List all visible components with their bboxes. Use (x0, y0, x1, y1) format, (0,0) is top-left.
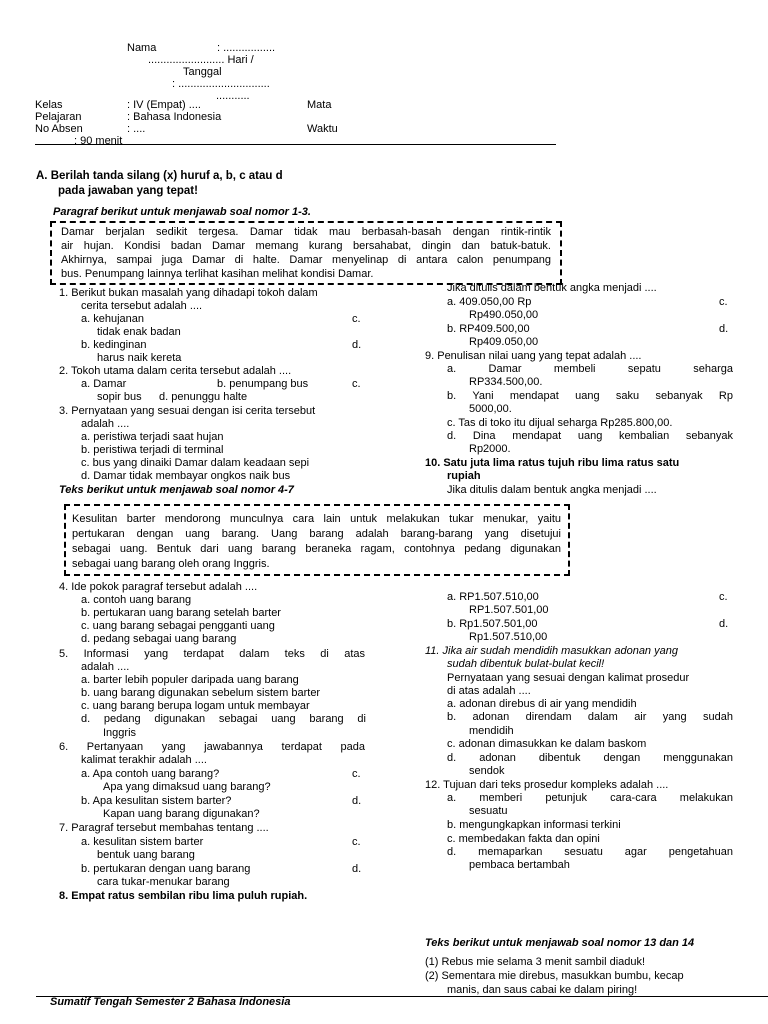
q2-stem: 2. Tokoh utama dalam cerita tersebut adalah .... (59, 365, 292, 377)
q12-option-d-cont: pembaca bertambah (469, 859, 570, 871)
q11-stem: 11. Jika air sudah mendidih masukkan adonan yang (425, 645, 678, 657)
q8-option-d[interactable]: d. (719, 323, 729, 335)
q1-stem: 1. Berikut bukan masalah yang dihadapi tokoh dalam (59, 287, 318, 299)
q7-stem: 7. Paragraf tersebut membahas tentang .... (59, 822, 269, 834)
absen-value: : .... (127, 123, 146, 135)
tanggal-dots: : .............................. (172, 78, 270, 90)
paragraph2-box (64, 504, 570, 576)
q1-option-d-text: harus naik kereta (97, 352, 182, 364)
q10-option-b[interactable]: b. Rp1.507.501,00 (447, 618, 538, 630)
q2-option-c-text: sopir bus (97, 391, 142, 403)
paragraph1-line: Damar berjalan sedikit tergesa. Damar tidak mau berbasah-basah dengan rintik-rintik (61, 226, 551, 238)
q10-stem-3: Jika ditulis dalam bentuk angka menjadi .... (447, 484, 657, 496)
q5-stem: 5. Informasi yang terdapat dalam teks di atas (59, 648, 365, 660)
q10-stem: 10. Satu juta lima ratus tujuh ribu lima ratus satu (425, 457, 680, 469)
q6-option-d-text: Kapan uang barang digunakan? (103, 808, 260, 820)
paragraph2-line: sebagai uang barang oleh orang Inggris. (72, 558, 270, 570)
header-rule (35, 144, 556, 145)
kelas-value: : IV (Empat) .... (127, 99, 201, 111)
q1-option-b[interactable]: b. kedinginan (81, 339, 147, 351)
q9-option-a[interactable]: a. Damar membeli sepatu seharga (447, 363, 733, 375)
q8-option-c[interactable]: c. (719, 296, 728, 308)
q4-option-d[interactable]: d. pedang sebagai uang barang (81, 633, 237, 645)
q8-stem: 8. Empat ratus sembilan ribu lima puluh rupiah. (59, 890, 308, 902)
q3-option-a[interactable]: a. peristiwa terjadi saat hujan (81, 431, 224, 443)
paragraph2-line: sebagai uang. Bentuk dari uang barang beraneka ragam, contohnya pedang digunakan (72, 543, 561, 555)
paragraph2-line: Kesulitan barter mendorong munculnya cara lain untuk melakukan tukar menukar, yaitu (72, 513, 561, 525)
q6-option-b[interactable]: b. Apa kesulitan sistem barter? (81, 795, 232, 807)
q9-stem: 9. Penulisan nilai uang yang tepat adalah .... (425, 350, 642, 362)
q1-option-a[interactable]: a. kehujanan (81, 313, 144, 325)
q5-option-a[interactable]: a. barter lebih populer daripada uang barang (81, 674, 299, 686)
q9-option-d[interactable]: d. Dina mendapat uang kembalian sebanyak (447, 430, 733, 442)
q12-option-c[interactable]: c. membedakan fakta dan opini (447, 833, 600, 845)
absen-label: No Absen (35, 123, 83, 135)
q8-option-d-text: Rp409.050,00 (469, 336, 539, 348)
q7-option-c[interactable]: c. (352, 836, 361, 848)
q10-option-c[interactable]: c. (719, 591, 728, 603)
q1-option-c-text: tidak enak badan (97, 326, 181, 338)
q4-option-c[interactable]: c. uang barang sebagai pengganti uang (81, 620, 275, 632)
q5-stem-2: adalah .... (81, 661, 130, 673)
q10-option-d[interactable]: d. (719, 618, 729, 630)
tanggal-dots-2: ........... (216, 90, 250, 102)
pelajaran-label: Pelajaran (35, 111, 82, 123)
mata-label: Mata (307, 99, 332, 111)
q12-option-b[interactable]: b. mengungkapkan informasi terkini (447, 819, 621, 831)
q9-option-b-cont: 5000,00. (469, 403, 512, 415)
q10-option-a[interactable]: a. RP1.507.510,00 (447, 591, 539, 603)
q10-option-c-text: RP1.507.501,00 (469, 604, 549, 616)
q5-option-c[interactable]: c. uang barang berupa logam untuk membayar (81, 700, 310, 712)
q11-option-d[interactable]: d. adonan dibentuk dengan menggunakan (447, 752, 733, 764)
paragraph1-line: bus. Penumpang lainnya terlihat kasihan melihat kondisi Damar. (61, 268, 374, 280)
kelas-label: Kelas (35, 99, 63, 111)
q6-option-a[interactable]: a. Apa contoh uang barang? (81, 768, 220, 780)
q2-option-b[interactable]: b. penumpang bus (217, 378, 309, 390)
q1-option-d[interactable]: d. (352, 339, 362, 351)
q12-option-d[interactable]: d. memaparkan sesuatu agar pengetahuan (447, 846, 733, 858)
q4-option-b[interactable]: b. pertukaran uang barang setelah barter (81, 607, 281, 619)
q12-option-a[interactable]: a. memberi petunjuk cara-cara melakukan (447, 792, 733, 804)
step-2: (2) Sementara mie direbus, masukkan bumbu, kecap (425, 970, 684, 982)
step-1: (1) Rebus mie selama 3 menit sambil diaduk! (425, 956, 646, 968)
paragraph1-box (50, 221, 562, 285)
section-a-line2: pada jawaban yang tepat! (58, 185, 198, 197)
q5-option-d[interactable]: d. pedang digunakan sebagai uang barang di (81, 713, 366, 725)
q5-option-d-cont: Inggris (103, 727, 137, 739)
paragraph1-line: air hujan. Kondisi badan Damar memang kurang bersahabat, dingin dan batuk-batuk. (61, 240, 551, 252)
tanggal-label: Tanggal (183, 66, 222, 78)
q1-stem-2: cerita tersebut adalah .... (81, 300, 203, 312)
paragraph2-line: pertukaran dengan uang barang. Uang barang adalah barang-barang yang disetujui (72, 528, 561, 540)
q11-stem-4: di atas adalah .... (447, 685, 531, 697)
waktu-label: Waktu (307, 123, 338, 135)
step-2-cont: manis, dan saus cabai ke dalam piring! (447, 984, 638, 996)
q11-option-d-cont: sendok (469, 765, 505, 777)
q8-option-b[interactable]: b. RP409.500,00 (447, 323, 530, 335)
q9-option-d-cont: Rp2000. (469, 443, 511, 455)
q12-option-a-cont: sesuatu (469, 805, 508, 817)
q10-option-d-text: Rp1.507.510,00 (469, 631, 548, 643)
q7-option-d-text: cara tukar-menukar barang (97, 876, 230, 888)
q6-option-c-text: Apa yang dimaksud uang barang? (103, 781, 271, 793)
q4-option-a[interactable]: a. contoh uang barang (81, 594, 192, 606)
q4-stem: 4. Ide pokok paragraf tersebut adalah .... (59, 581, 258, 593)
q8-stem-2: Jika ditulis dalam bentuk angka menjadi .... (447, 282, 657, 294)
q7-option-b[interactable]: b. pertukaran dengan uang barang (81, 863, 251, 875)
q6-option-c[interactable]: c. (352, 768, 361, 780)
q8-option-a[interactable]: a. 409.050,00 Rp (447, 296, 532, 308)
q12-stem: 12. Tujuan dari teks prosedur kompleks adalah .... (425, 779, 669, 791)
nama-label: Nama (127, 42, 157, 54)
q6-stem-2: kalimat terakhir adalah .... (81, 754, 207, 766)
q9-option-b[interactable]: b. Yani mendapat uang saku sebanyak Rp (447, 390, 733, 402)
q3-option-d[interactable]: d. Damar tidak membayar ongkos naik bus (81, 470, 291, 482)
pelajaran-value: : Bahasa Indonesia (127, 111, 222, 123)
q1-option-c[interactable]: c. (352, 313, 361, 325)
q11-option-c[interactable]: c. adonan dimasukkan ke dalam baskom (447, 738, 647, 750)
q3-stem-2: adalah .... (81, 418, 130, 430)
q7-option-d[interactable]: d. (352, 863, 362, 875)
q7-option-c-text: bentuk uang barang (97, 849, 195, 861)
waktu-value: : 90 menit (74, 135, 123, 147)
q11-stem-2: sudah dibentuk bulat-bulat kecil! (447, 658, 605, 670)
paragraph2-intro: Teks berikut untuk menjawab soal nomor 4-7 (59, 484, 294, 496)
paragraph1-intro: Paragraf berikut untuk menjawab soal nomor 1-3. (53, 206, 311, 218)
q6-option-d[interactable]: d. (352, 795, 362, 807)
q11-stem-3: Pernyataan yang sesuai dengan kalimat prosedur (447, 672, 690, 684)
nama-dots: : ................. (217, 42, 276, 54)
q3-stem: 3. Pernyataan yang sesuai dengan isi cerita tersebut (59, 405, 316, 417)
q9-option-a-cont: RP334.500,00. (469, 376, 543, 388)
q11-option-b-cont: mendidih (469, 725, 514, 737)
paragraph1-line: Akhirnya, sampai juga Damar di halte. Damar menyelinap di antara calon penumpang (61, 254, 551, 266)
section-a-line1: A. Berilah tanda silang (x) huruf a, b, c atau d (36, 170, 283, 182)
q3-option-c[interactable]: c. bus yang dinaiki Damar dalam keadaan sepi (81, 457, 310, 469)
q10-stem-2: rupiah (447, 470, 481, 482)
q2-option-d[interactable]: d. penunggu halte (159, 391, 248, 403)
q8-option-c-text: Rp490.050,00 (469, 309, 539, 321)
footer-text: Sumatif Tengah Semester 2 Bahasa Indonesia (50, 996, 291, 1008)
q9-option-c[interactable]: c. Tas di toko itu dijual seharga Rp285.800,00. (447, 417, 673, 429)
q11-option-a[interactable]: a. adonan direbus di air yang mendidih (447, 698, 637, 710)
q6-stem: 6. Pertanyaan yang jawabannya terdapat pada (59, 741, 365, 753)
q7-option-a[interactable]: a. kesulitan sistem barter (81, 836, 204, 848)
paragraph3-intro: Teks berikut untuk menjawab soal nomor 13 dan 14 (425, 937, 695, 949)
q5-option-b[interactable]: b. uang barang digunakan sebelum sistem barter (81, 687, 321, 699)
q11-option-b[interactable]: b. adonan direndam dalam air yang sudah (447, 711, 733, 723)
q2-option-c[interactable]: c. (352, 378, 361, 390)
q3-option-b[interactable]: b. peristiwa terjadi di terminal (81, 444, 224, 456)
q2-option-a[interactable]: a. Damar (81, 378, 127, 390)
hari-dots: ......................... Hari / (148, 54, 254, 66)
